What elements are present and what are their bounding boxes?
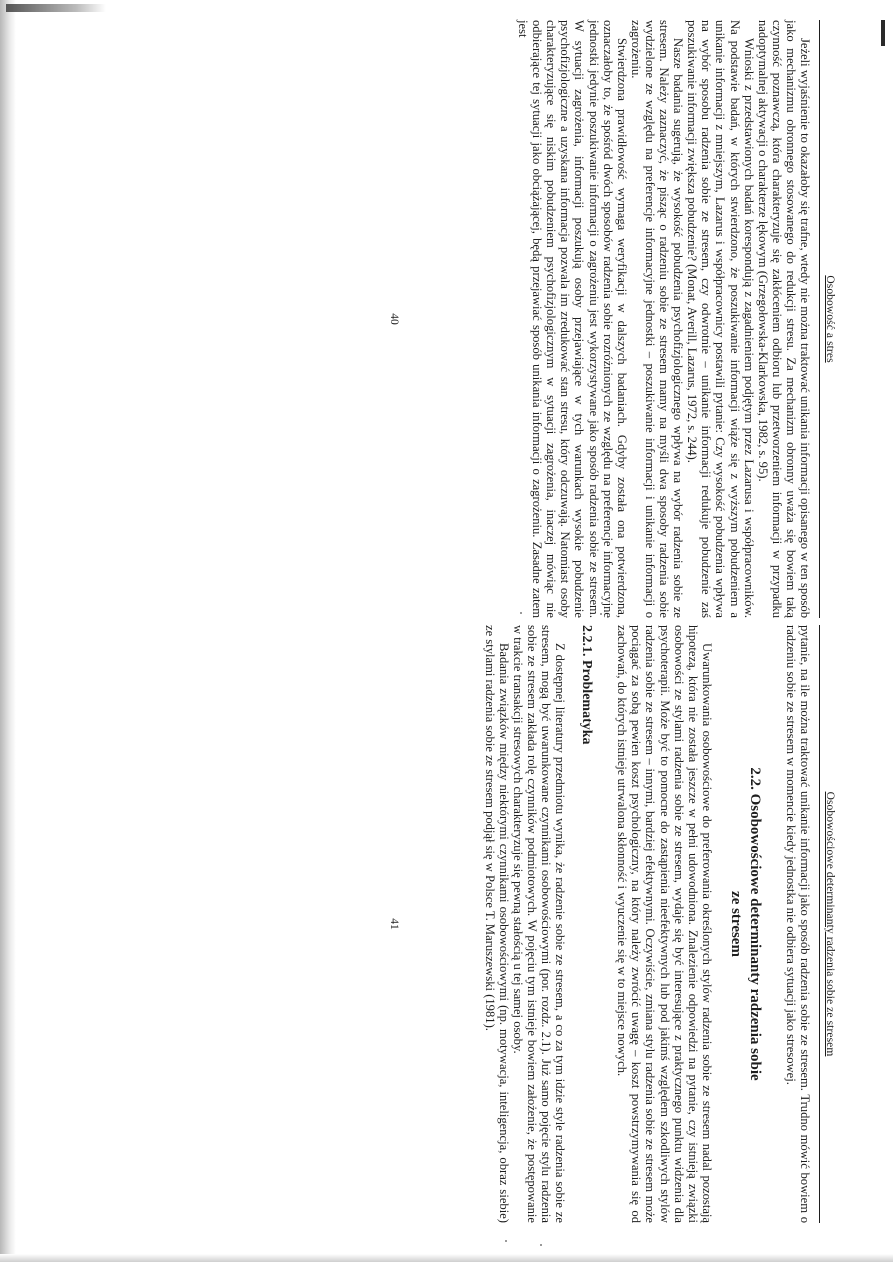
paragraph: Nasze badania sugerują, że wysokość pobudzenia psychofizjologicznego wpływa na wybór radzenia sobie ze stresem. Należy zaznaczyć, że pisząc o radzeniu sobie ze stresem mamy na myśli dwa sposoby radzenia sobie wydzielone ze względu na preferencje informacyjne jednostki – poszukiwanie informacji i unikanie informacji o zagrożeniu. — [628, 20, 686, 618]
page-body — [516, 20, 812, 618]
page-number: 41 — [388, 918, 400, 930]
page-number: 40 — [388, 313, 400, 325]
paragraph: Wnioski z przedstawionych badań korespondują z zagadnieniem podjętym przez Lazarusa i współpracowników. Na podstawie badań, w których stwierdzono, że poszukiwanie informacji wiąże się z wyższym pobudzeniem a unikanie informacji z mniejszym, Lazarus i współpracownicy postawili pytanie: Czy wysokość pobudzenia wpływa na wybór sposobu radzenia sobie ze stresem, czy odwrotnie – unikanie informacji redukuje pobudzenie zaś poszukiwanie informacji zwiększa pobudzenie? (Monat, Averill, Lazarus, 1972, s. 244). — [685, 20, 756, 618]
paragraph: Badania związków między niektórymi czynnikami osobowościowymi (np. motywacja, inteligencja, obraz siebie) ze stylami radzenia sobie ze stresem podjął się w Polsce T. Maruszewski (1981). — [482, 625, 511, 1223]
paragraph: Stwierdzona prawidłowość wymaga weryfikacji w dalszych badaniach. Gdyby została ona potwierdzona, oznaczałoby to, że spośród dwóch sposobów radzenia sobie rozróżnionych ze względu na preferencje informacyjne jednostki jedynie poszukiwanie informacji o zagrożeniu jest wykorzystywane jako sposób radzenia sobie ze stresem. W sytuacji zagrożenia, informacji poszukują osoby przejawiające w tych warunkach wysokie pobudzenie psychofizjologiczne a uzyskana informacja pozwala im zredukować stan stresu, który odczuwają. Natomiast osoby charakteryzujące się niskim pobudzeniem psychofizjologicznym w sytuacji zagrożenia, inaczej mówiąc nie odbierające tej sytuacji jako obciążającej, będą przejawiać sposób unikania informacji o zagrożeniu. Zasadne zatem jest — [516, 20, 629, 618]
running-head — [819, 20, 838, 618]
section-title-line: 2.2. Osobowościowe determinanty radzenia sobie — [746, 767, 763, 1081]
paragraph: Z dostępnej literatury przedmiotu wynika, że radzenie sobie ze stresem, a co za tym idzie style radzenia sobie ze stresem, mogą być uwarunkowane czynnikami osobowościowymi (por. rozdz. 2.1). Już samo pojęcie stylu radzenia sobie ze stresem zakłada rolę czynników podmiotowych. W pojęciu tym istnieje bowiem założenie, że postępowanie w trakcie transakcji stresowych charakteryzuje się pewną stałością u tej samej osoby. — [510, 625, 568, 1223]
running-head-text: Osobowość a stres — [824, 275, 836, 363]
scan-mark-corner — [881, 20, 885, 46]
scan-shadow-bottom — [0, 1254, 893, 1262]
scan-mark-top — [6, 4, 106, 12]
running-head-text: Osobowościowe determinanty radzenia sobie ze stresem — [824, 791, 836, 1057]
paragraph: Jeżeli wyjaśnienie to okazałoby się trafne, wtedy nie można traktować unikania informacji opisanego w ten sposób jako mechanizmu obronnego stosowanego do redukcji stresu. Za mechanizm obronny uważa się bowiem taką czynność poznawczą, która charakteryzuje się zakłóceniem odbioru lub przetworzeniem informacji w przypadku nadoptymalnej aktywacji o charakterze lękowym (Grzegołowska-Klarkowska, 1982, s. 95). — [755, 20, 812, 618]
scan-shadow-left — [0, 0, 16, 1262]
subsection-title: 2.2.1. Problematyka — [579, 625, 595, 745]
page-body — [483, 625, 812, 1223]
scan-speck — [505, 1240, 507, 1242]
paragraph: Uwarunkowania osobowościowe do preferowania określonych stylów radzenia sobie ze stresem nadal pozostają hipotezą, która nie została jeszcze w pełni udowodniona. Znalezienie odpowiedzi na pytanie, czy istnieją związki osobowości ze stylami radzenia sobie ze stresem, wydaje się być interesujące z praktycznego punktu widzenia dla psychoterapii. Może być to pomocne do zastąpienia nieefektywnych lub pod jakimś względem szkodliwych stylów radzenia sobie ze stresem – innymi, bardziej efektywnymi. Oczywiście, zmiana stylu radzenia sobie ze stresem może pociągać za sobą pewien koszt psychologiczny, na który należy zwrócić uwagę – koszt powstrzymywania się od zachowań, do których istnieje utrwalona skłonność i wyuczenie się w to miejsce nowych. — [615, 625, 714, 1223]
scan-speck — [540, 1244, 542, 1246]
paragraph: pytanie, na ile można traktować unikanie informacji jako sposób radzenia sobie ze stresem. Trudno mówić bowiem o radzeniu sobie ze stresem w momencie kiedy jednostka nie odbiera sytuacji jako stresowej. — [783, 625, 812, 1223]
section-title — [726, 625, 764, 1223]
page-41 — [388, 625, 838, 1223]
page-40 — [388, 20, 838, 618]
section-title-line: ze stresem — [727, 891, 744, 957]
running-head — [819, 625, 838, 1223]
